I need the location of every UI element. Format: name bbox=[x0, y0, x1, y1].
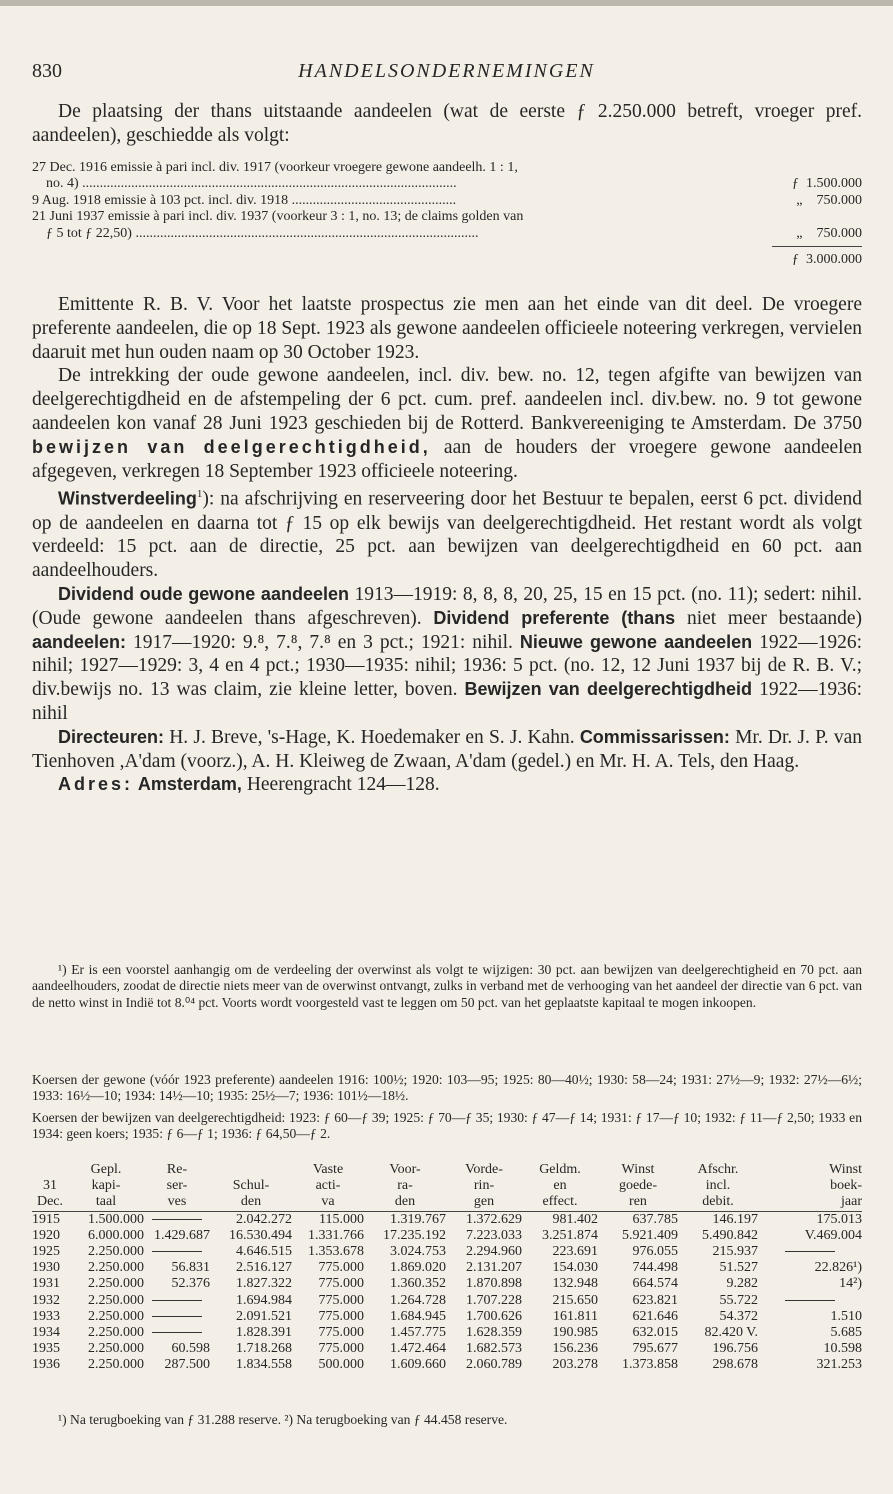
table-cell: 2.250.000 bbox=[88, 1292, 144, 1308]
table-cell: 1.834.558 bbox=[236, 1357, 292, 1373]
table-cell: 795.677 bbox=[632, 1341, 678, 1357]
table-cell: 1.360.352 bbox=[390, 1276, 446, 1292]
placing-item-3-cont: ƒ 5 tot ƒ 22,50) .................................................................................................. „ 750.000 bbox=[46, 225, 862, 241]
placing-item-2: 9 Aug. 1918 emissie à 103 pct. incl. div. 1918 ............................................... „ 750.000 bbox=[32, 192, 862, 208]
table-row bbox=[32, 1211, 862, 1228]
currency: ƒ bbox=[792, 176, 799, 192]
row-year: 1915 bbox=[32, 1211, 60, 1227]
table-cell: 2.060.789 bbox=[466, 1357, 522, 1373]
row-year: 1935 bbox=[32, 1341, 60, 1357]
table-cell: 115.000 bbox=[319, 1211, 364, 1227]
nil-dash bbox=[785, 1300, 835, 1301]
table-cell: 2.250.000 bbox=[88, 1308, 144, 1324]
text: niet meer bestaande) bbox=[675, 607, 863, 629]
label: Dividend oude gewone aandeelen bbox=[58, 584, 349, 605]
placing-intro: De plaatsing der thans uitstaande aandeelen (wat de eerste ƒ 2.250.000 betreft, vroeger pref. aandeelen), geschiedde als volgt: bbox=[32, 101, 862, 146]
table-cell: 1.869.020 bbox=[390, 1260, 446, 1276]
column-header: Schul- bbox=[232, 1178, 270, 1194]
table-cell bbox=[144, 1293, 210, 1309]
table-cell: 196.756 bbox=[712, 1341, 758, 1357]
table-cell: 1.827.322 bbox=[236, 1276, 292, 1292]
footnote-mark: ¹) bbox=[58, 962, 67, 977]
column-header: Voor- bbox=[389, 1162, 421, 1177]
table-cell: 775.000 bbox=[318, 1260, 364, 1276]
label: Bewijzen van deelgerechtigdheid bbox=[464, 679, 753, 700]
column-header: Geldm. bbox=[539, 1162, 581, 1177]
table-row bbox=[32, 1309, 862, 1325]
table-cell: 500.000 bbox=[318, 1357, 364, 1373]
table-cell: 1.609.660 bbox=[390, 1357, 446, 1373]
row-year: 1931 bbox=[32, 1276, 60, 1292]
label: Directeuren: bbox=[58, 726, 165, 747]
table-cell: 1.372.629 bbox=[466, 1211, 522, 1227]
footnote-body: Er is een voorstel aanhangig om de verdeeling der overwinst als volgt te wijzigen: 30 pct. aan bewijzen van deelgerechtigheid en 70 pct. aan aandeelhouders, zoodat de directie niets meer van de overwinst ontvangt, zulks in verband met de verhooging van het aandeel der directie van 6 pct. van de netto winst in Indië tot 8.⁰⁴ pct. Voorts wordt voorgesteld vast te leggen om 50 pct. van het geplaatste kapitaal te mogen inkoopen. bbox=[32, 962, 862, 1010]
placing-item-1 bbox=[32, 160, 862, 176]
text: 1913—1919: 8, 8, 8, 20, 25, 15 en 15 pct. (no. 11); sedert: nihil. (Oude gewone aandeelen thans afgeschreven). bbox=[32, 584, 862, 629]
column-header: boek- bbox=[830, 1178, 862, 1194]
table-cell: 2.250.000 bbox=[88, 1244, 144, 1260]
column-header: ves bbox=[144, 1194, 210, 1211]
table-cell: 5.490.842 bbox=[702, 1227, 758, 1243]
table-row bbox=[32, 1325, 862, 1341]
column-header: ren bbox=[598, 1194, 678, 1211]
table-cell: 175.013 bbox=[816, 1211, 862, 1227]
table-cell: 637.785 bbox=[632, 1211, 678, 1227]
koersen-block bbox=[32, 1072, 862, 1143]
table-row bbox=[32, 1244, 862, 1260]
column-header: ser- bbox=[166, 1178, 188, 1194]
column-header: Re- bbox=[166, 1162, 188, 1177]
table-cell: 5.685 bbox=[830, 1325, 862, 1341]
table-cell: 60.598 bbox=[171, 1341, 210, 1357]
column-header: kapi- bbox=[91, 1178, 121, 1194]
table-cell: 9.282 bbox=[726, 1276, 758, 1292]
table-cell: 2.042.272 bbox=[236, 1211, 292, 1227]
table-cell: 22.826¹) bbox=[814, 1260, 862, 1276]
table-cell bbox=[758, 1293, 862, 1309]
table-cell: 621.646 bbox=[632, 1308, 678, 1324]
table-cell: 2.250.000 bbox=[88, 1357, 144, 1373]
table-cell: 1.457.775 bbox=[390, 1325, 446, 1341]
label: aandeelen: bbox=[32, 631, 127, 652]
table-row bbox=[32, 1228, 862, 1244]
column-header: den bbox=[210, 1194, 292, 1211]
label: Dividend preferente (thans bbox=[433, 607, 676, 628]
table-cell: 16.530.494 bbox=[229, 1227, 292, 1243]
running-title: HANDELSONDERNEMINGEN bbox=[298, 60, 595, 82]
table-cell: 146.197 bbox=[712, 1211, 758, 1227]
footnote-1 bbox=[32, 962, 862, 1011]
emphasis: bewijzen van deelgerechtigdheid, bbox=[32, 436, 431, 457]
table-cell: 14²) bbox=[839, 1276, 862, 1292]
column-header: rin- bbox=[473, 1178, 495, 1194]
placing-amount: 1.500.000 bbox=[806, 176, 862, 192]
column-header: en bbox=[553, 1178, 567, 1194]
table-cell: 1.628.359 bbox=[466, 1325, 522, 1341]
table-cell: 2.250.000 bbox=[88, 1276, 144, 1292]
column-header: Vaste bbox=[312, 1162, 344, 1177]
table-cell: 223.691 bbox=[552, 1244, 598, 1260]
table-cell: 321.253 bbox=[816, 1357, 862, 1373]
placing-total bbox=[32, 252, 862, 268]
placing-list bbox=[32, 160, 862, 268]
footnote-ref: 1 bbox=[196, 488, 203, 501]
currency: ƒ bbox=[792, 251, 799, 267]
table-cell: 1.684.945 bbox=[390, 1308, 446, 1324]
table-cell: 1.682.573 bbox=[466, 1341, 522, 1357]
table-cell: 215.650 bbox=[552, 1292, 598, 1308]
table-cell: 1.353.678 bbox=[308, 1244, 364, 1260]
table-cell: 51.527 bbox=[719, 1260, 758, 1276]
table-cell: 190.985 bbox=[552, 1325, 598, 1341]
table-cell: 82.420 V. bbox=[704, 1325, 758, 1341]
table-cell: 2.250.000 bbox=[88, 1325, 144, 1341]
table-cell: 981.402 bbox=[552, 1211, 598, 1227]
nil-dash bbox=[785, 1251, 835, 1252]
table-cell: 632.015 bbox=[632, 1325, 678, 1341]
table-cell: 52.376 bbox=[171, 1276, 210, 1292]
column-header: 31 bbox=[43, 1178, 57, 1194]
footnote-2 bbox=[32, 1412, 862, 1428]
table-cell: 1.264.728 bbox=[390, 1292, 446, 1308]
placing-intro-block bbox=[32, 100, 862, 148]
scan-edge bbox=[0, 0, 893, 6]
column-header: Winst bbox=[829, 1162, 862, 1177]
paragraph-emittente: Emittente R. B. V. Voor het laatste prospectus zie men aan het einde van dit deel. De vroegere preferente aandeelen, die op 18 Sept. 1923 als gewone aandeelen officieele noteering verkregen, vervielen daaruit met hun ouden naam op 30 October 1923. bbox=[32, 294, 862, 363]
currency: „ bbox=[796, 192, 803, 208]
table-cell: 623.821 bbox=[632, 1292, 678, 1308]
column-header: Gepl. bbox=[90, 1162, 122, 1177]
table-cell: 1.700.626 bbox=[466, 1308, 522, 1324]
table-cell bbox=[144, 1211, 210, 1228]
table-cell: 775.000 bbox=[318, 1308, 364, 1324]
table-header-row bbox=[32, 1178, 862, 1194]
table-cell: 1.694.984 bbox=[236, 1292, 292, 1308]
table-cell: 203.278 bbox=[552, 1357, 598, 1373]
financial-table bbox=[32, 1162, 862, 1374]
table-cell: 3.024.753 bbox=[390, 1244, 446, 1260]
table-cell: 298.678 bbox=[712, 1357, 758, 1373]
table-row bbox=[32, 1276, 862, 1292]
table-cell: V.469.004 bbox=[804, 1227, 862, 1243]
text: aan de houders der vroegere gewone aandeelen afgegeven, verkregen 18 September 1923 officieele noteering. bbox=[32, 436, 862, 482]
text: Mr. Dr. J. P. van Tienhoven ,A'dam (voorz.), A. H. Kleiweg de Zwaan, A'dam (gedel.) en Mr. H. A. Tels, den Haag. bbox=[32, 726, 862, 772]
table-cell: 1.500.000 bbox=[88, 1211, 144, 1227]
row-year: 1920 bbox=[32, 1227, 60, 1243]
nil-dash bbox=[152, 1300, 202, 1301]
table-cell: 54.372 bbox=[719, 1308, 758, 1324]
table-row bbox=[32, 1260, 862, 1276]
nil-dash bbox=[152, 1219, 202, 1220]
table-cell: 2.294.960 bbox=[466, 1244, 522, 1260]
row-year: 1933 bbox=[32, 1308, 60, 1324]
table-cell: 1.870.898 bbox=[466, 1276, 522, 1292]
label: Nieuwe gewone aandeelen bbox=[519, 631, 753, 652]
placing-item-text: 21 Juni 1937 emissie à pari incl. div. 1937 (voorkeur 3 : 1, no. 13; de claims golden van bbox=[32, 209, 524, 225]
table-cell: 3.251.874 bbox=[542, 1227, 598, 1243]
column-header: Winst bbox=[621, 1162, 655, 1177]
nil-dash bbox=[152, 1251, 202, 1252]
placing-total-amount: 3.000.000 bbox=[806, 251, 862, 267]
table-cell: 154.030 bbox=[552, 1260, 598, 1276]
table-cell: 1.331.766 bbox=[308, 1227, 364, 1243]
table-cell: 976.055 bbox=[632, 1244, 678, 1260]
paragraph-directeuren bbox=[32, 726, 862, 774]
table-cell: 1.373.858 bbox=[622, 1357, 678, 1373]
column-header: gen bbox=[446, 1194, 522, 1211]
footnote-text bbox=[32, 962, 862, 1011]
column-header bbox=[210, 1162, 292, 1178]
table-cell bbox=[144, 1325, 210, 1341]
table-cell: 664.574 bbox=[632, 1276, 678, 1292]
table-cell: 1.718.268 bbox=[236, 1341, 292, 1357]
table-cell: 215.937 bbox=[712, 1244, 758, 1260]
table-row bbox=[32, 1341, 862, 1357]
page-header bbox=[32, 60, 861, 90]
currency: „ bbox=[796, 225, 803, 241]
label: Commissarissen: bbox=[579, 726, 730, 747]
table-cell: 1.472.464 bbox=[390, 1341, 446, 1357]
paragraph-adres bbox=[32, 773, 862, 797]
paragraph-intrekking bbox=[32, 364, 862, 483]
placing-item-text: ƒ 5 tot ƒ 22,50) bbox=[46, 225, 132, 241]
nil-dash bbox=[152, 1332, 202, 1333]
column-header: Vorde- bbox=[465, 1162, 503, 1177]
column-header: incl. bbox=[705, 1178, 731, 1194]
table-cell: 2.516.127 bbox=[236, 1260, 292, 1276]
table-cell: 132.948 bbox=[552, 1276, 598, 1292]
table-cell: 2.250.000 bbox=[88, 1260, 144, 1276]
column-header: debit. bbox=[678, 1194, 758, 1211]
text: 1922—1936: nihil bbox=[32, 679, 863, 725]
row-year: 1934 bbox=[32, 1325, 60, 1341]
table-cell: 6.000.000 bbox=[88, 1227, 144, 1243]
main-body bbox=[32, 293, 862, 797]
financial-table-block bbox=[32, 1162, 862, 1374]
text: H. J. Breve, 's-Hage, K. Hoedemaker en S. J. Kahn. bbox=[164, 726, 575, 748]
koersen-aandeelen: Koersen der gewone (vóór 1923 preferente) aandeelen 1916: 100½; 1920: 103—95; 1925: 80—40½; 1930: 58—24; 1931: 27½—9; 1932: 27½—6½; 1933: 16½—10; 1934: 14½—10; 1935: 25½—7; 1936: 101½—18½. bbox=[32, 1072, 862, 1104]
row-year: 1936 bbox=[32, 1357, 60, 1373]
label: Winstverdeeling bbox=[58, 488, 197, 509]
table-cell: 744.498 bbox=[632, 1260, 678, 1276]
placing-amount: 750.000 bbox=[816, 225, 862, 241]
row-year: 1925 bbox=[32, 1244, 60, 1260]
table-row bbox=[32, 1293, 862, 1309]
table-cell: 2.250.000 bbox=[88, 1341, 144, 1357]
table-cell: 775.000 bbox=[318, 1341, 364, 1357]
table-cell bbox=[144, 1309, 210, 1325]
table-cell: 1.510 bbox=[830, 1308, 862, 1324]
paragraph-winstverdeeling bbox=[32, 483, 862, 583]
text: 1922—1926: nihil; 1927—1929: 3, 4 en 4 pct.; 1930—1935: nihil; 1936: 5 pct. (no. 12, 12 Juni 1937 bij de R. B. V.; div.bewijs no. 13 was claim, zie kleine letter, boven. bbox=[32, 631, 862, 701]
column-header: jaar bbox=[758, 1194, 862, 1211]
table-cell bbox=[758, 1244, 862, 1260]
text: ): na afschrijving en reserveering door het Bestuur te bepalen, eerst 6 pct. dividend op de aandeelen en daarna tot ƒ 15 op elk bewijs van deelgerechtigdheid. Het restant wordt als volgt verdeeld: 15 pct. aan de directie, 25 pct. aan bewijzen van deelgerechtigdheid en 60 pct. aan aandeelhouders. bbox=[32, 488, 862, 582]
column-header: goede- bbox=[618, 1178, 658, 1194]
table-cell: 7.223.033 bbox=[466, 1227, 522, 1243]
column-header: effect. bbox=[522, 1194, 598, 1211]
table-cell: 17.235.192 bbox=[383, 1227, 446, 1243]
placing-item-text: 9 Aug. 1918 emissie à 103 pct. incl. div. 1918 bbox=[32, 192, 289, 208]
text: Heerengracht 124—128. bbox=[241, 774, 440, 796]
table-cell: 161.811 bbox=[553, 1308, 598, 1324]
table-cell: 1.828.391 bbox=[236, 1325, 292, 1341]
paragraph-dividend bbox=[32, 583, 862, 726]
placing-item-text: 27 Dec. 1916 emissie à pari incl. div. 1917 (voorkeur vroegere gewone aandeelh. 1 : 1, bbox=[32, 160, 518, 175]
column-header: Dec. bbox=[32, 1194, 68, 1211]
table-cell: 1.319.767 bbox=[390, 1211, 446, 1227]
table-row bbox=[32, 1357, 862, 1373]
table-cell: 1.707.228 bbox=[466, 1292, 522, 1308]
table-cell: 287.500 bbox=[164, 1357, 210, 1373]
placing-item-text: no. 4) bbox=[46, 176, 79, 192]
column-header bbox=[32, 1162, 68, 1178]
table-header-row bbox=[32, 1194, 862, 1211]
column-header: acti- bbox=[315, 1178, 341, 1194]
page-number: 830 bbox=[32, 60, 62, 82]
table-footnotes: ¹) Na terugboeking van ƒ 31.288 reserve. ²) Na terugboeking van ƒ 44.458 reserve. bbox=[58, 1412, 508, 1427]
label: Amsterdam, bbox=[137, 774, 242, 795]
table-cell bbox=[144, 1244, 210, 1260]
column-header: Afschr. bbox=[697, 1162, 739, 1177]
table-cell: 156.236 bbox=[552, 1341, 598, 1357]
label: Adres: bbox=[58, 774, 134, 795]
table-cell: 775.000 bbox=[318, 1325, 364, 1341]
text: 1917—1920: 9.⁸, 7.⁸, 7.⁸ en 3 pct.; 1921: nihil. bbox=[126, 631, 513, 653]
placing-amount: 750.000 bbox=[816, 192, 862, 208]
placing-item-1-cont: no. 4) ........................................................................................................... ƒ 1.500.000 bbox=[46, 176, 862, 192]
table-header-row bbox=[32, 1162, 862, 1178]
table-cell: 55.722 bbox=[719, 1292, 758, 1308]
table-cell: 2.131.207 bbox=[466, 1260, 522, 1276]
column-header: den bbox=[364, 1194, 446, 1211]
column-header: taal bbox=[68, 1194, 144, 1211]
column-header: va bbox=[292, 1194, 364, 1211]
placing-item-3 bbox=[32, 209, 862, 225]
table-cell: 2.091.521 bbox=[236, 1308, 292, 1324]
table-cell: 1.429.687 bbox=[154, 1227, 210, 1243]
table-cell: 4.646.515 bbox=[236, 1244, 292, 1260]
nil-dash bbox=[152, 1316, 202, 1317]
table-cell: 775.000 bbox=[318, 1292, 364, 1308]
koersen-bewijzen: Koersen der bewijzen van deelgerechtigdheid: 1923: ƒ 60—ƒ 39; 1925: ƒ 70—ƒ 35; 1930: ƒ 47—ƒ 14; 1931: ƒ 17—ƒ 10; 1932: ƒ 11—ƒ 2,50; 1933 en 1934: geen koers; 1935: ƒ 6—ƒ 1; 1936: ƒ 64,50—ƒ 2. bbox=[32, 1109, 862, 1142]
table-cell: 10.598 bbox=[823, 1341, 862, 1357]
table-cell: 775.000 bbox=[318, 1276, 364, 1292]
row-year: 1932 bbox=[32, 1292, 60, 1308]
table-cell: 5.921.409 bbox=[622, 1227, 678, 1243]
column-header: ra- bbox=[397, 1178, 413, 1194]
text: De intrekking der oude gewone aandeelen, incl. div. bew. no. 12, tegen afgifte van bewijzen van deelgerechtigdheid en de afstempeling der 6 pct. cum. pref. aandeelen incl. div.bew. no. 9 tot gewone aandeelen kon vanaf 28 Juni 1923 geschieden bij de Rotterd. Bankvereeniging te Amsterdam. De 3750 bbox=[32, 365, 862, 434]
row-year: 1930 bbox=[32, 1260, 60, 1276]
table-cell: 56.831 bbox=[171, 1260, 210, 1276]
